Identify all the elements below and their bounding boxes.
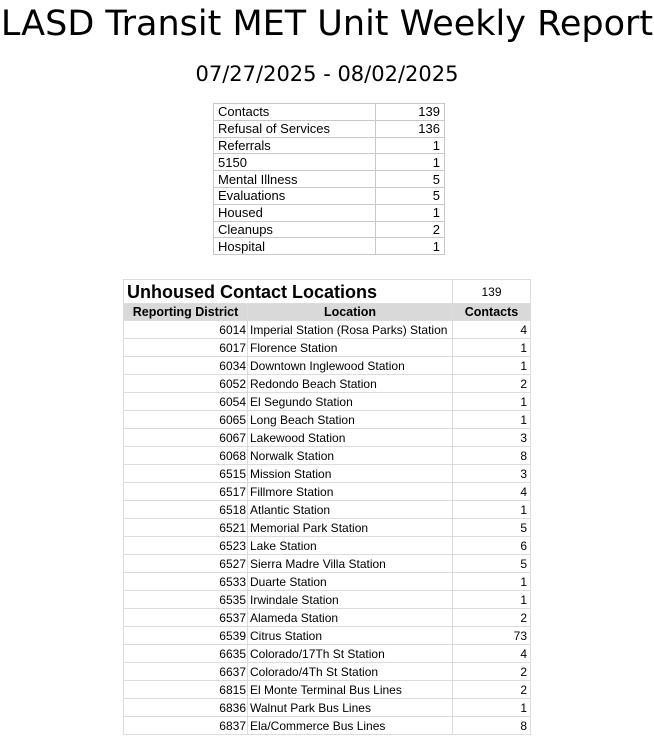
column-header-location: Location — [248, 304, 453, 321]
location-cell: Imperial Station (Rosa Parks) Station — [248, 321, 453, 339]
summary-row — [214, 137, 445, 154]
location-cell: Mission Station — [248, 465, 453, 483]
district-cell: 6836 — [124, 699, 248, 717]
summary-label: Refusal of Services — [214, 120, 376, 137]
summary-label: Housed — [214, 204, 376, 221]
summary-label: Contacts — [214, 104, 376, 121]
location-cell: Irwindale Station — [248, 591, 453, 609]
table-row — [124, 555, 531, 573]
table-row — [124, 375, 531, 393]
location-cell: Lake Station — [248, 537, 453, 555]
table-row — [124, 717, 531, 735]
district-cell: 6527 — [124, 555, 248, 573]
contacts-cell: 1 — [453, 699, 531, 717]
table-row — [124, 645, 531, 663]
summary-row — [214, 120, 445, 137]
column-header-district: Reporting District — [124, 304, 248, 321]
table-row — [124, 591, 531, 609]
district-cell: 6635 — [124, 645, 248, 663]
contacts-cell: 3 — [453, 465, 531, 483]
locations-table — [123, 279, 531, 735]
summary-row — [214, 238, 445, 255]
district-cell: 6517 — [124, 483, 248, 501]
summary-label: Hospital — [214, 238, 376, 255]
contacts-cell: 5 — [453, 555, 531, 573]
location-cell: Downtown Inglewood Station — [248, 357, 453, 375]
district-cell: 6054 — [124, 393, 248, 411]
contacts-cell: 1 — [453, 591, 531, 609]
district-cell: 6537 — [124, 609, 248, 627]
column-header-contacts: Contacts — [453, 304, 531, 321]
summary-value: 139 — [376, 104, 445, 121]
location-cell: Citrus Station — [248, 627, 453, 645]
summary-label: Mental Illness — [214, 171, 376, 188]
contacts-cell: 2 — [453, 609, 531, 627]
location-cell: Ela/Commerce Bus Lines — [248, 717, 453, 735]
district-cell: 6539 — [124, 627, 248, 645]
location-cell: Redondo Beach Station — [248, 375, 453, 393]
table-row — [124, 357, 531, 375]
contacts-cell: 2 — [453, 375, 531, 393]
location-cell: Lakewood Station — [248, 429, 453, 447]
district-cell: 6515 — [124, 465, 248, 483]
district-cell: 6017 — [124, 339, 248, 357]
summary-row — [214, 204, 445, 221]
location-cell: Colorado/17Th St Station — [248, 645, 453, 663]
summary-label: Evaluations — [214, 187, 376, 204]
location-cell: Atlantic Station — [248, 501, 453, 519]
location-cell: Alameda Station — [248, 609, 453, 627]
contacts-cell: 1 — [453, 411, 531, 429]
contacts-cell: 1 — [453, 501, 531, 519]
table-row — [124, 681, 531, 699]
location-cell: Long Beach Station — [248, 411, 453, 429]
summary-row — [214, 187, 445, 204]
location-cell: Duarte Station — [248, 573, 453, 591]
summary-row — [214, 221, 445, 238]
location-cell: Memorial Park Station — [248, 519, 453, 537]
location-cell: Colorado/4Th St Station — [248, 663, 453, 681]
district-cell: 6521 — [124, 519, 248, 537]
district-cell: 6518 — [124, 501, 248, 519]
summary-value: 1 — [376, 137, 445, 154]
district-cell: 6014 — [124, 321, 248, 339]
summary-label: Referrals — [214, 137, 376, 154]
contacts-cell: 1 — [453, 393, 531, 411]
summary-value: 1 — [376, 154, 445, 171]
location-cell: El Monte Terminal Bus Lines — [248, 681, 453, 699]
contacts-cell: 3 — [453, 429, 531, 447]
district-cell: 6065 — [124, 411, 248, 429]
district-cell: 6034 — [124, 357, 248, 375]
summary-value: 2 — [376, 221, 445, 238]
table-row — [124, 663, 531, 681]
district-cell: 6067 — [124, 429, 248, 447]
contacts-cell: 8 — [453, 717, 531, 735]
district-cell: 6068 — [124, 447, 248, 465]
table-row — [124, 321, 531, 339]
table-row — [124, 429, 531, 447]
contacts-cell: 1 — [453, 339, 531, 357]
locations-title: Unhoused Contact Locations — [124, 280, 453, 304]
summary-value: 5 — [376, 171, 445, 188]
contacts-cell: 2 — [453, 681, 531, 699]
table-row — [124, 609, 531, 627]
summary-value: 1 — [376, 204, 445, 221]
contacts-cell: 1 — [453, 573, 531, 591]
table-row — [124, 573, 531, 591]
table-row — [124, 519, 531, 537]
location-cell: Florence Station — [248, 339, 453, 357]
location-cell: Norwalk Station — [248, 447, 453, 465]
contacts-cell: 5 — [453, 519, 531, 537]
location-cell: Walnut Park Bus Lines — [248, 699, 453, 717]
summary-value: 5 — [376, 187, 445, 204]
contacts-cell: 6 — [453, 537, 531, 555]
contacts-cell: 4 — [453, 321, 531, 339]
contacts-cell: 1 — [453, 357, 531, 375]
table-row — [124, 393, 531, 411]
locations-total: 139 — [453, 280, 531, 304]
contacts-cell: 8 — [453, 447, 531, 465]
table-row — [124, 501, 531, 519]
contacts-cell: 4 — [453, 645, 531, 663]
column-header-row — [124, 304, 531, 321]
district-cell: 6533 — [124, 573, 248, 591]
table-row — [124, 627, 531, 645]
summary-value: 136 — [376, 120, 445, 137]
location-cell: Fillmore Station — [248, 483, 453, 501]
summary-row — [214, 104, 445, 121]
summary-label: 5150 — [214, 154, 376, 171]
date-range: 07/27/2025 - 08/02/2025 — [195, 62, 459, 86]
table-row — [124, 447, 531, 465]
location-cell: El Segundo Station — [248, 393, 453, 411]
table-row — [124, 699, 531, 717]
table-row — [124, 537, 531, 555]
contacts-cell: 4 — [453, 483, 531, 501]
summary-row — [214, 154, 445, 171]
contacts-cell: 73 — [453, 627, 531, 645]
summary-row — [214, 171, 445, 188]
locations-title-row — [124, 280, 531, 304]
table-row — [124, 339, 531, 357]
summary-table — [213, 103, 445, 255]
summary-value: 1 — [376, 238, 445, 255]
table-row — [124, 483, 531, 501]
table-row — [124, 411, 531, 429]
table-row — [124, 465, 531, 483]
district-cell: 6637 — [124, 663, 248, 681]
district-cell: 6535 — [124, 591, 248, 609]
district-cell: 6837 — [124, 717, 248, 735]
report-title: LASD Transit MET Unit Weekly Report — [0, 4, 654, 44]
contacts-cell: 2 — [453, 663, 531, 681]
district-cell: 6523 — [124, 537, 248, 555]
district-cell: 6815 — [124, 681, 248, 699]
location-cell: Sierra Madre Villa Station — [248, 555, 453, 573]
summary-label: Cleanups — [214, 221, 376, 238]
district-cell: 6052 — [124, 375, 248, 393]
